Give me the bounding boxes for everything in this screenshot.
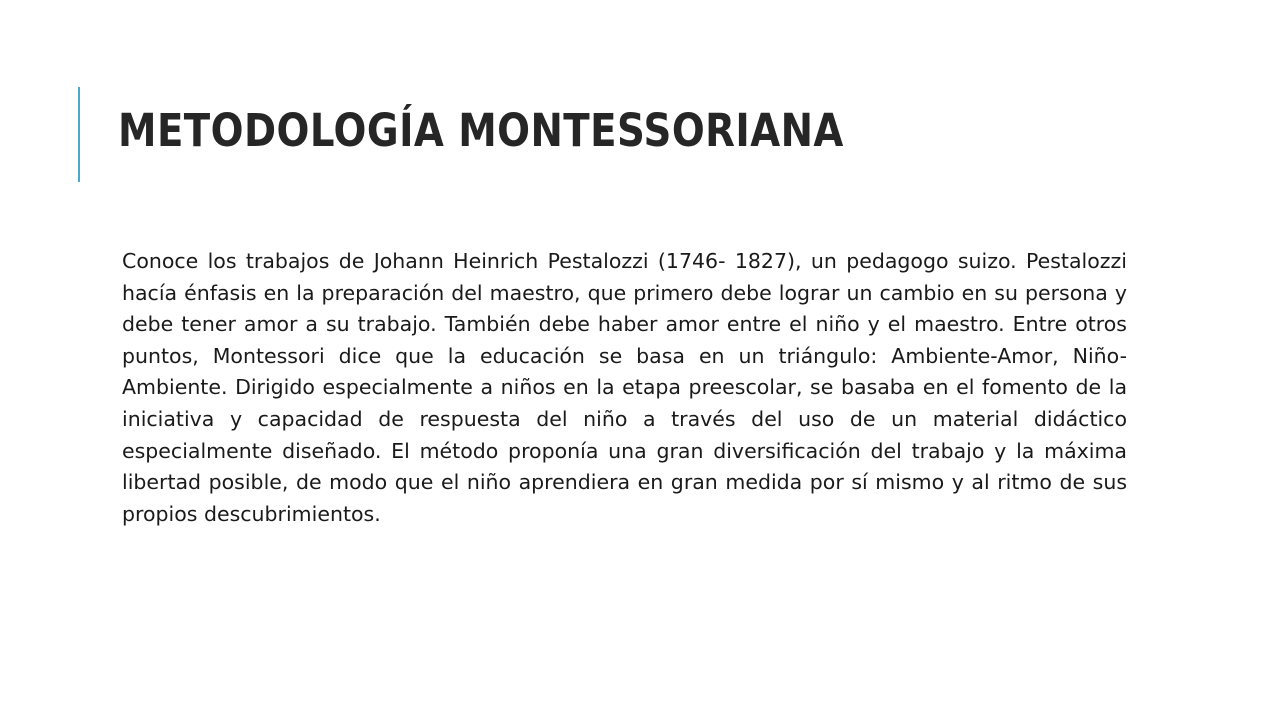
slide-body-text: Conoce los trabajos de Johann Heinrich Pestalozzi (1746- 1827), un pedagogo suizo. Pestalozzi hacía énfasis en la preparación del maestro, que primero debe lograr un cambio en su persona y debe tener amor a su trabajo. También debe haber amor entre el niño y el maestro. Entre otros puntos, Montessori dice que la educación se basa en un triángulo: Ambiente-Amor, Niño-Ambiente. Dirigido especialmente a niños en la etapa preescolar, se basaba en el fomento de la iniciativa y capacidad de respuesta del niño a través del uso de un material didáctico especialmente diseñado. El método proponía una gran diversificación del trabajo y la máxima libertad posible, de modo que el niño aprendiera en gran medida por sí mismo y al ritmo de sus propios descubrimientos. (122, 249, 1127, 526)
title-accent-bar (78, 87, 80, 182)
slide-title: METODOLOGÍA MONTESSORIANA (118, 104, 844, 157)
